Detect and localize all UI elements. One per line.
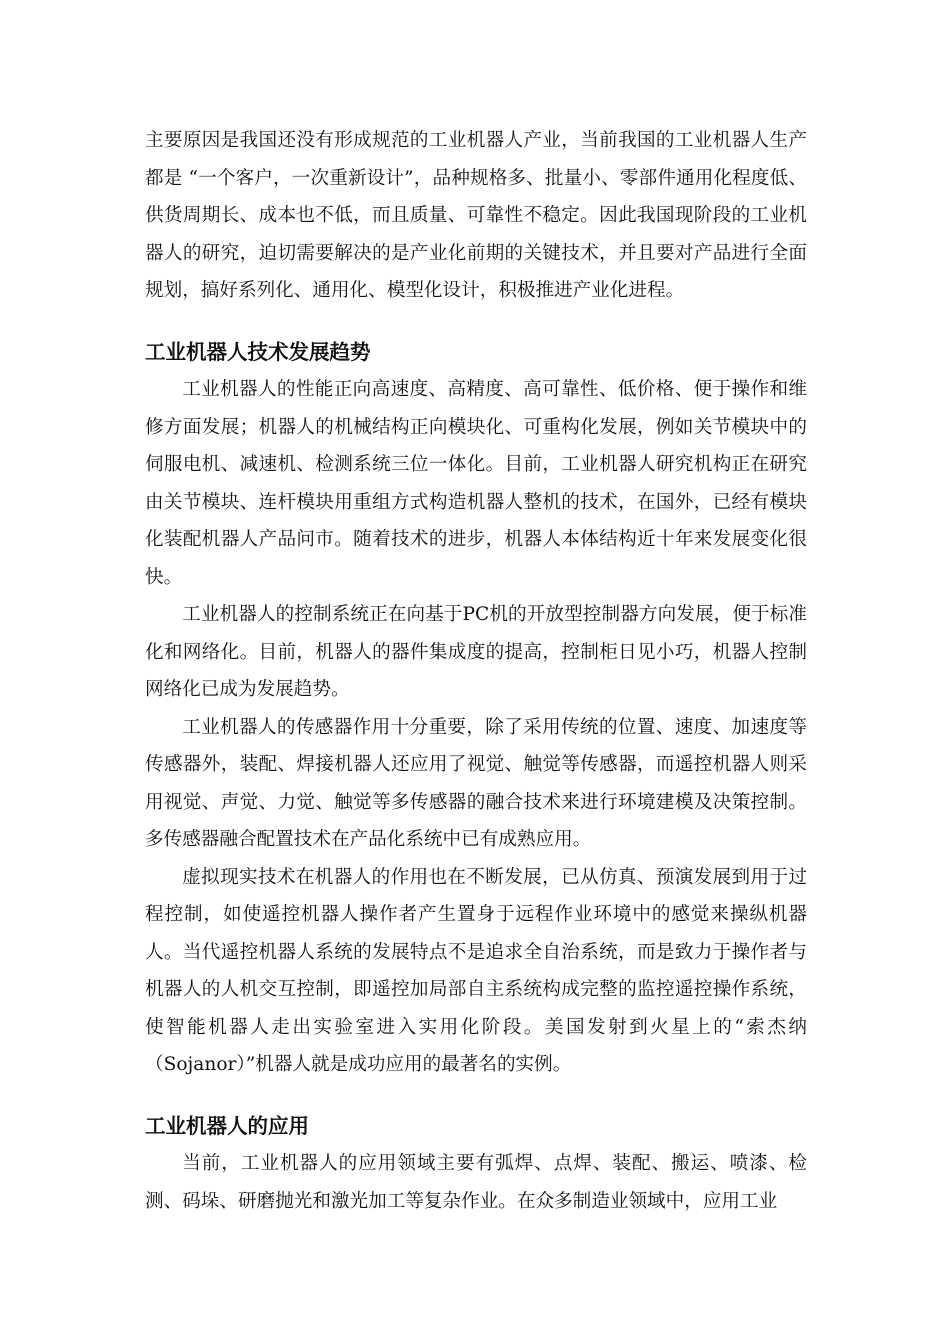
section-spacer (145, 1084, 807, 1108)
section-heading-applications: 工业机器人的应用 (145, 1113, 309, 1138)
paragraph-trends-performance: 工业机器人的性能正向高速度、高精度、高可靠性、低价格、便于操作和维修方面发展；机器人的机械结构正向模块化、可重构化发展，例如关节模块中的伺服电机、减速机、检测系统三位一体化。目前，工业机器人研究机构正在研究由关节模块、连杆模块用重组方式构造机器人整机的技术，在国外，已经有模块化装配机器人产品问市。随着技术的进步，机器人本体结构近十年来发展变化很快。 (145, 379, 807, 588)
section-spacer (145, 310, 807, 334)
paragraph-intro: 主要原因是我国还没有形成规范的工业机器人产业，当前我国的工业机器人生产都是 “一个客户，一次重新设计”，品种规格多、批量小、零部件通用化程度低、供货周期长、成本也不低，而且质量、可靠性不稳定。因此我国现阶段的工业机器人的研究，迫切需要解决的是产业化前期的关键技术，并且要对产品进行全面规划，搞好系列化、通用化、模型化设计，积极推进产业化进程。 (145, 130, 807, 301)
section-heading-trends: 工业机器人技术发展趋势 (145, 339, 371, 364)
paragraph-trends-control: 工业机器人的控制系统正在向基于PC机的开放型控制器方向发展，便于标准化和网络化。目前，机器人的器件集成度的提高，控制柜日见小巧，机器人控制网络化已成为发展趋势。 (145, 604, 807, 700)
document-body (145, 122, 807, 1220)
paragraph-trends-virtual-reality: 虚拟现实技术在机器人的作用也在不断发展，已从仿真、预演发展到用于过程控制，如使遥控机器人操作者产生置身于远程作业环境中的感觉来操纵机器人。当代遥控机器人系统的发展特点不是追求全自治系统，而是致力于操作者与机器人的人机交互控制，即遥控加局部自主系统构成完整的监控遥控操作系统，使智能机器人走出实验室进入实用化阶段。美国发射到火星上的“索杰纳（Sojanor）”机器人就是成功应用的最著名的实例。 (145, 866, 807, 1075)
paragraph-applications: 当前，工业机器人的应用领域主要有弧焊、点焊、装配、搬运、喷漆、检测、码垛、研磨抛光和激光加工等复杂作业。在众多制造业领域中，应用工业 (145, 1153, 807, 1212)
paragraph-trends-sensors: 工业机器人的传感器作用十分重要，除了采用传统的位置、速度、加速度等传感器外，装配、焊接机器人还应用了视觉、触觉等传感器，而遥控机器人则采用视觉、声觉、力觉、触觉等多传感器的融合技术来进行环境建模及决策控制。多传感器融合配置技术在产品化系统中已有成熟应用。 (145, 716, 807, 850)
